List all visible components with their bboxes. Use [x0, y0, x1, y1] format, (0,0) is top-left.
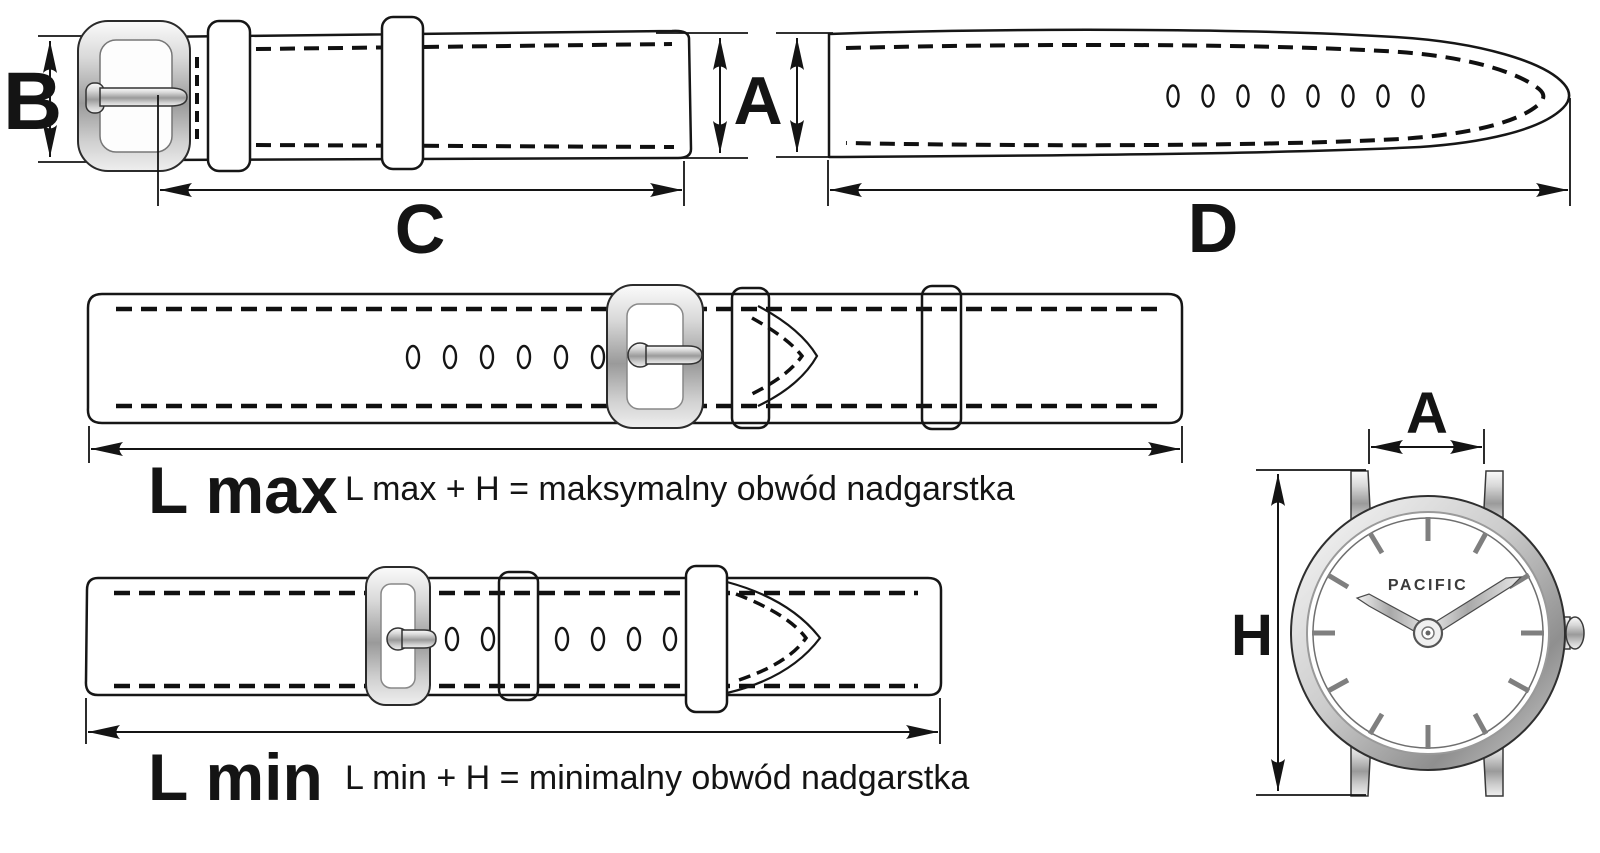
- floating-keeper-loop: [686, 566, 727, 712]
- buckle-prong: [100, 88, 187, 106]
- dimension-b-label: B: [3, 56, 63, 147]
- buckle-piece-figure: [3, 17, 748, 268]
- buckle-prong: [402, 630, 436, 648]
- floating-keeper-loop: [382, 17, 423, 169]
- watch-a-label: A: [1406, 381, 1448, 446]
- tongue-piece-figure: [733, 30, 1570, 267]
- watch-h-label: H: [1231, 603, 1273, 668]
- dimension-d-label: D: [1187, 189, 1239, 267]
- dimension-c-label: C: [394, 190, 446, 268]
- l-min-formula: L min + H = minimalny obwód nadgarstka: [345, 759, 970, 797]
- l-min-figure: [86, 566, 969, 814]
- l-max-formula: L max + H = maksymalny obwód nadgarstka: [345, 470, 1015, 508]
- dimension-lmin-extension-lines: [86, 698, 940, 744]
- l-min-strap-body: [86, 578, 941, 695]
- dimension-a-label: A: [733, 63, 783, 139]
- buckle: [607, 285, 703, 428]
- l-max-figure: [88, 285, 1182, 527]
- watch-figure: [1231, 381, 1584, 796]
- fixed-keeper-loop: [208, 21, 250, 171]
- l-max-label: L max: [148, 453, 338, 527]
- buckle: [366, 567, 436, 705]
- watch-brand-logo: PACIFIC: [1387, 577, 1469, 594]
- watch-hand-center: [1414, 619, 1442, 647]
- dimension-a-extension-lines: [776, 33, 833, 157]
- buckle-prong: [646, 346, 702, 364]
- tongue-piece-strap-body: [829, 30, 1569, 157]
- buckle: [78, 21, 190, 171]
- l-min-label: L min: [148, 740, 323, 814]
